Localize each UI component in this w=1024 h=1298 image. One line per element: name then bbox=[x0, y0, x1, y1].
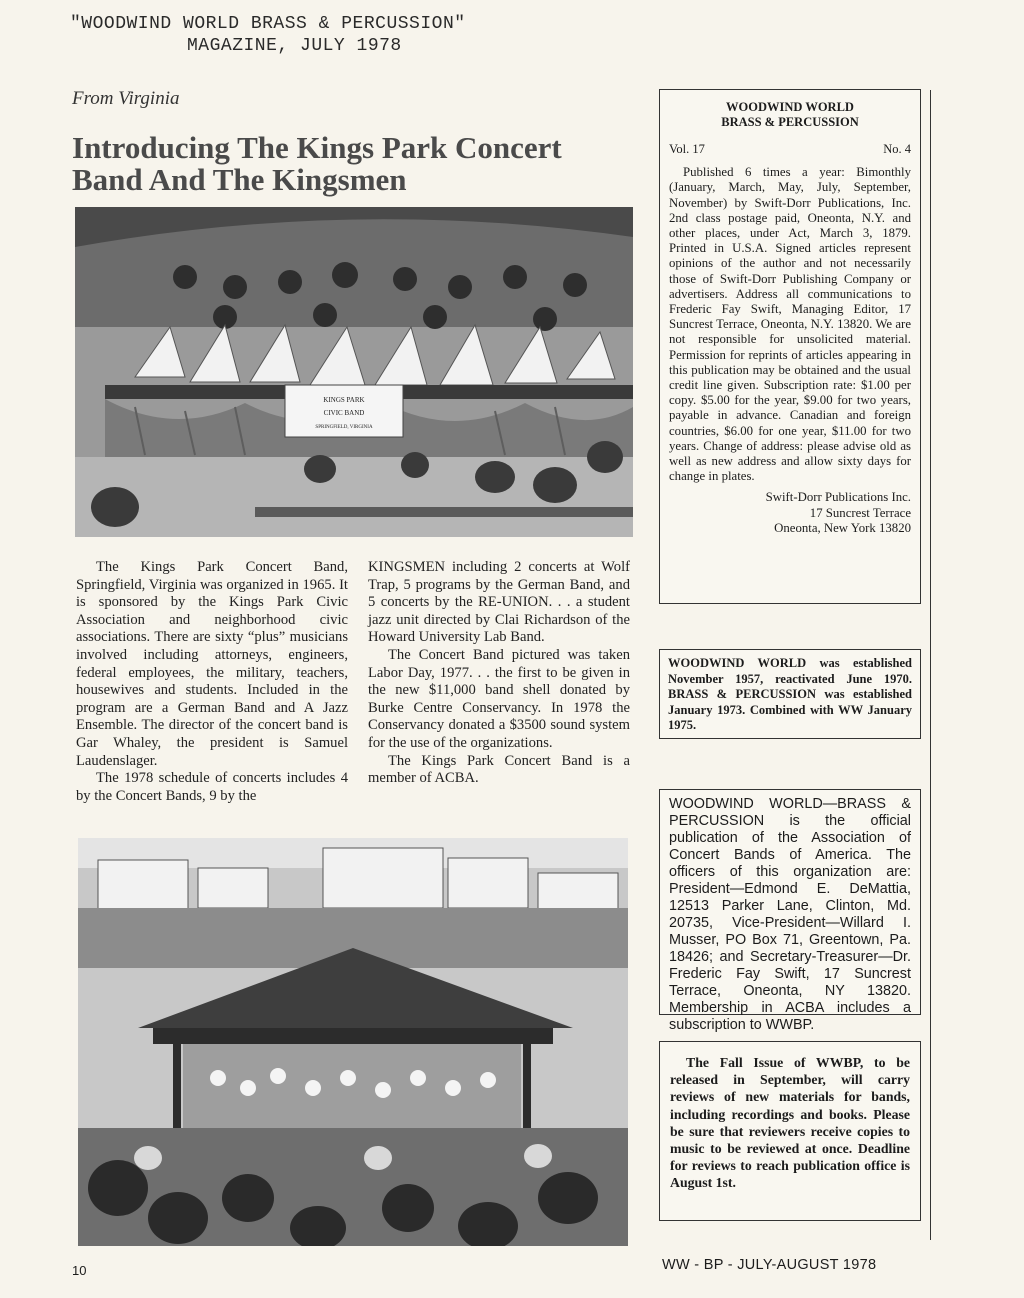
typed-header-line2: MAGAZINE, JULY 1978 bbox=[187, 36, 402, 56]
col1-para-1: The Kings Park Concert Band, Springfield, Virginia was organized in 1965. It is sponsored by the Kings Park Civic Association and neighborhood civic associations. There are sixty “plus” musicians involved including attorneys, engineers, federal employees, the military, teachers, housewives and students. Included in the program are a German Band and A Jazz Ensemble. The director of the concert band is Gar Whaley, the president is Samuel Laudenslager. bbox=[76, 559, 348, 769]
masthead-address bbox=[669, 490, 911, 536]
fall-issue-text: The Fall Issue of WWBP, to be released in September, will carry reviews of new materials for bands, including recordings and books. Please be sure that reviewers receive copies to music to be reviewed at once. Deadline for reviews to reach publication office is August 1st. bbox=[670, 1055, 910, 1191]
band-shell-photo bbox=[78, 838, 628, 1246]
fall-issue-box bbox=[659, 1041, 921, 1221]
masthead-body: Published 6 times a year: Bimonthly (January, March, May, July, September, November) by Swift-Dorr Publications, Inc. 2nd class postage paid, Oneonta, N.Y. and other places, under Act, March 3, 1879. Printed in U.S.A. Signed articles represent opinions of the author and not necessarily those of Swift-Dorr Publishing Company or advertisers. Address all communications to Frederic Fay Swift, Managing Editor, 17 Suncrest Terrace, Oneonta, N.Y. 13820. We are not responsible for unsolicited material. Permission for reprints of articles appearing in this publication may be obtained and the usual credit line given. Subscription rate: $1.00 per copy. $5.00 for the year, $9.00 for two years, payable in advance. Canadian and foreign countries, $6.00 for one year, $11.00 for two years. Change of address: please advise old as well as new address and allow sixty days for change in plates. bbox=[669, 165, 911, 484]
stage-sign-line3: SPRINGFIELD, VIRGINIA bbox=[315, 425, 373, 430]
col2-para-3: The Kings Park Concert Band is a member of ACBA. bbox=[368, 752, 630, 787]
band-stage-photo bbox=[75, 207, 633, 537]
col2-para-2: The Concert Band pictured was taken Labor Day, 1977. . . the first to be given in the new $11,000 band shell donated by Burke Centre Conservancy. In 1978 the Conservancy donated a $3500 sound system for the use of the organizations. bbox=[368, 646, 630, 751]
article-column-2 bbox=[368, 559, 630, 788]
masthead-address-line1: Swift-Dorr Publications Inc. bbox=[765, 490, 911, 505]
col2-para-1: KINGSMEN including 2 concerts at Wolf Trap, 5 programs by the German Band, and 5 concerts by the RE-UNION. . . a student jazz unit directed by Clai Richardson of the Howard University Lab Band. bbox=[368, 559, 630, 646]
footer-issue-reference: WW - BP - JULY-AUGUST 1978 bbox=[662, 1257, 877, 1273]
masthead-title-line1: WOODWIND WORLD bbox=[726, 100, 854, 114]
masthead-box bbox=[659, 89, 921, 604]
masthead-address-line2: 17 Suncrest Terrace bbox=[809, 505, 911, 520]
masthead-volume: Vol. 17 bbox=[669, 142, 705, 156]
masthead-title-line2: BRASS & PERCUSSION bbox=[721, 115, 859, 129]
masthead-number: No. 4 bbox=[883, 142, 911, 156]
acba-box: WOODWIND WORLD—BRASS & PERCUSSION is the official publication of the Association of Concert Bands of America. The officers of this organization are: President—Edmond E. DeMattia, 12513 Parker Lane, Clinton, Md. 20735, Vice-President—Willard I. Musser, PO Box 71, Greentown, Pa. 18426; and Secretary-Treasurer—Dr. Frederic Fay Swift, 17 Suncrest Terrace, Oneonta, NY 13820. Membership in ACBA includes a subscription to WWBP. bbox=[659, 789, 921, 1015]
article-headline: Introducing The Kings Park Concert Band And The Kingsmen bbox=[72, 130, 562, 197]
stage-sign-line1: KINGS PARK bbox=[323, 396, 365, 404]
col1-para-2: The 1978 schedule of concerts includes 4 by the Concert Bands, 9 by the bbox=[76, 770, 348, 804]
stage-sign-line2: CIVIC BAND bbox=[323, 409, 365, 417]
page-number: 10 bbox=[72, 1263, 87, 1278]
typed-header-line1: "WOODWIND WORLD BRASS & PERCUSSION" bbox=[70, 14, 466, 34]
masthead-title bbox=[669, 100, 911, 130]
history-box: WOODWIND WORLD was established November 1957, reactivated June 1970. BRASS & PERCUSSION was established January 1973. Combined with WW January 1975. bbox=[659, 649, 921, 739]
masthead-address-line3: Oneonta, New York 13820 bbox=[774, 520, 911, 535]
article-column-1 bbox=[76, 559, 348, 805]
masthead-volume-row bbox=[669, 142, 911, 157]
page-edge-rule bbox=[930, 90, 931, 1240]
article-kicker: From Virginia bbox=[72, 88, 180, 109]
